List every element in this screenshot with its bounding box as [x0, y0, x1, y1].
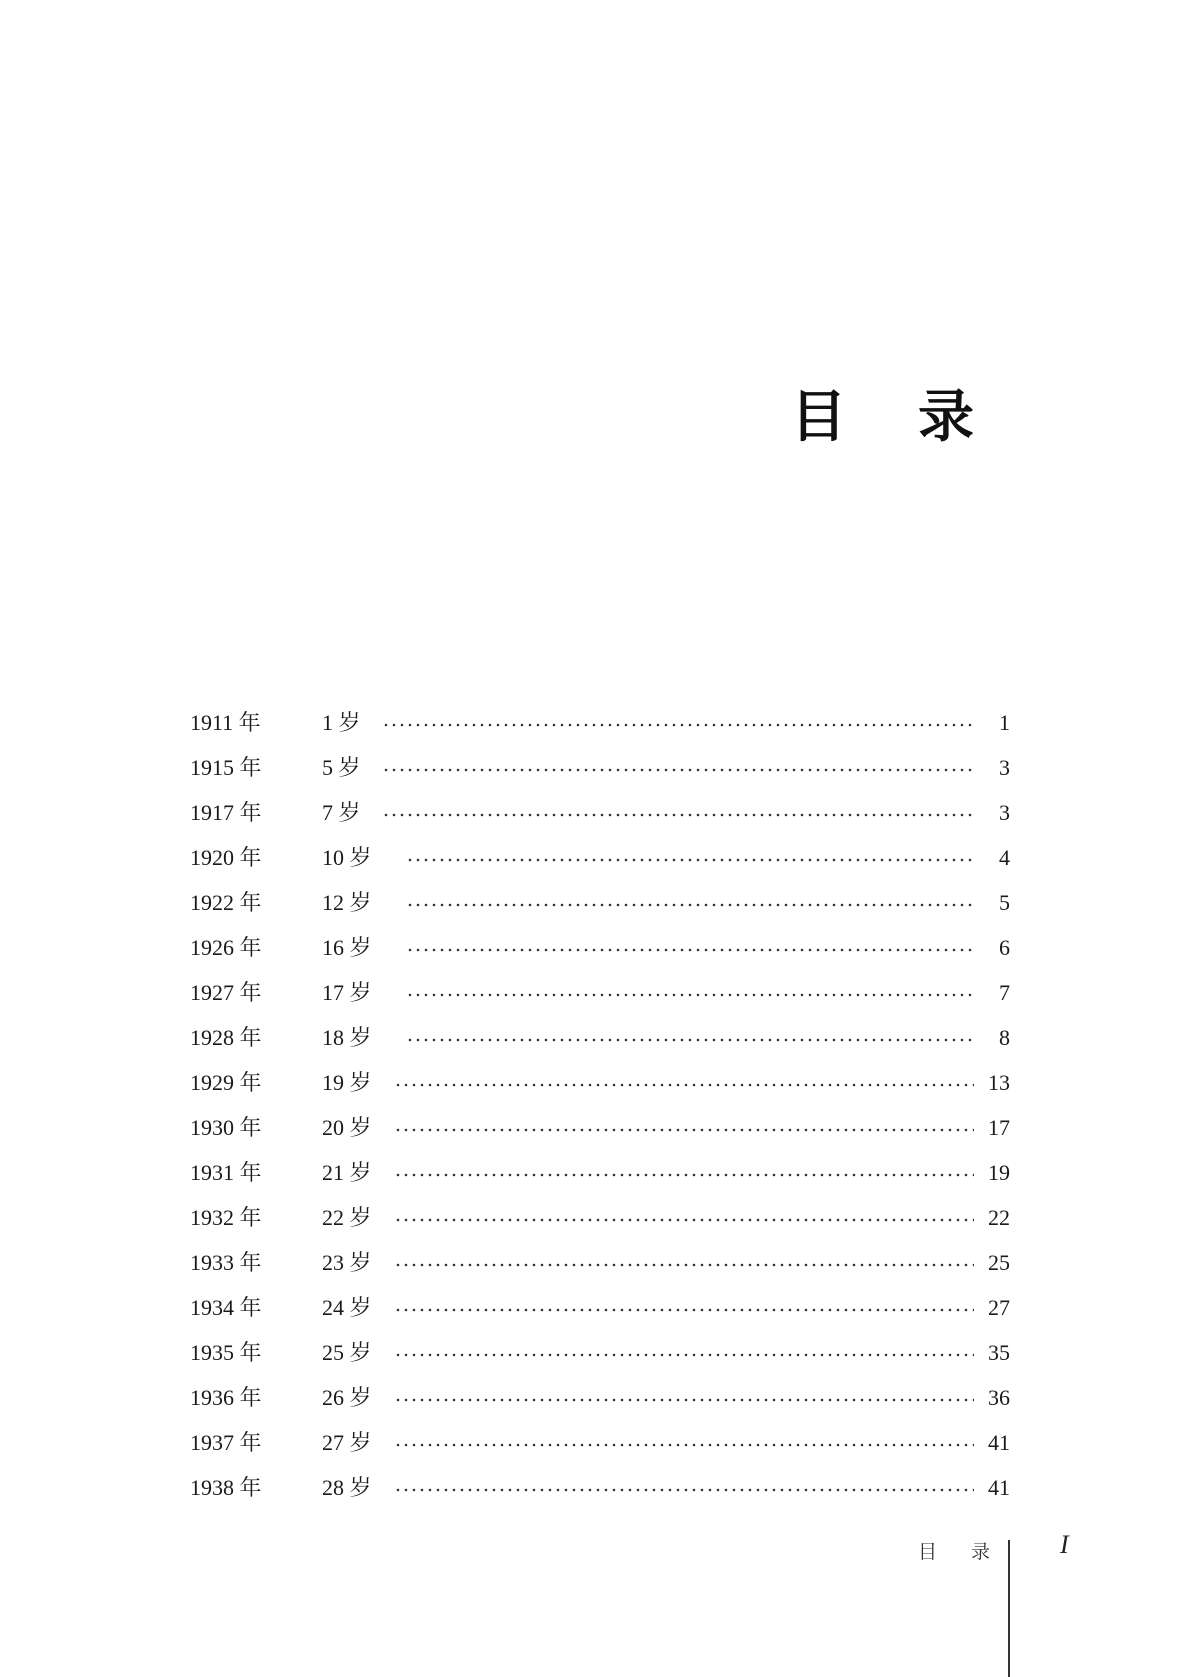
toc-entry[interactable]: [190, 1465, 1010, 1510]
footer-divider: [1008, 1540, 1010, 1677]
toc-page-number: 8: [999, 1024, 1010, 1050]
toc-year: 1929 年: [190, 1069, 262, 1095]
dot-leader: [382, 813, 974, 817]
toc-year: 1928 年: [190, 1024, 262, 1050]
dot-leader: [394, 1128, 974, 1132]
toc-page-number: 4: [999, 844, 1010, 870]
folio-page-number: I: [1060, 1530, 1069, 1559]
toc-entry[interactable]: [190, 1330, 1010, 1375]
toc-age: 23 岁: [322, 1249, 372, 1275]
toc-age: 16 岁: [322, 934, 372, 960]
toc-entry[interactable]: [190, 835, 1010, 880]
toc-entry[interactable]: [190, 790, 1010, 835]
toc-year: 1927 年: [190, 979, 262, 1005]
dot-leader: [406, 1038, 974, 1042]
toc-page-number: 7: [999, 979, 1010, 1005]
toc-page-number: 17: [988, 1114, 1010, 1140]
toc-age: 26 岁: [322, 1384, 372, 1410]
toc-age: 21 岁: [322, 1159, 372, 1185]
toc-year: 1938 年: [190, 1474, 262, 1500]
toc-page-number: 41: [988, 1474, 1010, 1500]
toc-year: 1937 年: [190, 1429, 262, 1455]
toc-age: 19 岁: [322, 1069, 372, 1095]
toc-year: 1930 年: [190, 1114, 262, 1140]
toc-page-number: 6: [999, 934, 1010, 960]
toc-page-number: 3: [999, 799, 1010, 825]
dot-leader: [406, 858, 974, 862]
toc-page-number: 5: [999, 889, 1010, 915]
running-footer-label: 目 录: [918, 1541, 1005, 1563]
toc-age: 1 岁: [322, 709, 361, 735]
toc-page-number: 36: [988, 1384, 1010, 1410]
dot-leader: [406, 903, 974, 907]
toc-page-number: 19: [988, 1159, 1010, 1185]
toc-age: 7 岁: [322, 799, 361, 825]
toc-age: 25 岁: [322, 1339, 372, 1365]
toc-year: 1920 年: [190, 844, 262, 870]
dot-leader: [394, 1308, 974, 1312]
toc-age: 27 岁: [322, 1429, 372, 1455]
dot-leader: [394, 1263, 974, 1267]
toc-page-number: 25: [988, 1249, 1010, 1275]
toc-page-number: 3: [999, 754, 1010, 780]
table-of-contents: [190, 700, 1010, 1510]
toc-age: 18 岁: [322, 1024, 372, 1050]
toc-entry[interactable]: [190, 1015, 1010, 1060]
toc-page-number: 41: [988, 1429, 1010, 1455]
toc-entry[interactable]: [190, 745, 1010, 790]
toc-age: 12 岁: [322, 889, 372, 915]
dot-leader: [406, 948, 974, 952]
toc-age: 5 岁: [322, 754, 361, 780]
toc-year: 1936 年: [190, 1384, 262, 1410]
page-title: 目 录: [790, 384, 1000, 450]
toc-year: 1931 年: [190, 1159, 262, 1185]
dot-leader: [394, 1488, 974, 1492]
toc-entry[interactable]: [190, 1285, 1010, 1330]
toc-year: 1922 年: [190, 889, 262, 915]
toc-page-number: 22: [988, 1204, 1010, 1230]
toc-age: 24 岁: [322, 1294, 372, 1320]
toc-year: 1911 年: [190, 709, 261, 735]
dot-leader: [394, 1353, 974, 1357]
toc-entry[interactable]: [190, 1060, 1010, 1105]
toc-age: 28 岁: [322, 1474, 372, 1500]
dot-leader: [382, 768, 974, 772]
toc-year: 1933 年: [190, 1249, 262, 1275]
toc-entry[interactable]: [190, 1150, 1010, 1195]
toc-year: 1915 年: [190, 754, 262, 780]
toc-age: 17 岁: [322, 979, 372, 1005]
toc-entry[interactable]: [190, 1240, 1010, 1285]
toc-entry[interactable]: [190, 1105, 1010, 1150]
toc-year: 1917 年: [190, 799, 262, 825]
dot-leader: [394, 1218, 974, 1222]
toc-entry[interactable]: [190, 925, 1010, 970]
dot-leader: [394, 1083, 974, 1087]
toc-year: 1932 年: [190, 1204, 262, 1230]
toc-page-number: 35: [988, 1339, 1010, 1365]
toc-year: 1934 年: [190, 1294, 262, 1320]
toc-entry[interactable]: [190, 880, 1010, 925]
toc-age: 20 岁: [322, 1114, 372, 1140]
toc-year: 1926 年: [190, 934, 262, 960]
dot-leader: [406, 993, 974, 997]
dot-leader: [394, 1173, 974, 1177]
toc-page-number: 13: [988, 1069, 1010, 1095]
toc-entry[interactable]: [190, 970, 1010, 1015]
toc-page-number: 1: [999, 709, 1010, 735]
dot-leader: [394, 1443, 974, 1447]
toc-entry[interactable]: [190, 700, 1010, 745]
dot-leader: [394, 1398, 974, 1402]
toc-page-number: 27: [988, 1294, 1010, 1320]
toc-entry[interactable]: [190, 1195, 1010, 1240]
toc-age: 22 岁: [322, 1204, 372, 1230]
toc-entry[interactable]: [190, 1420, 1010, 1465]
toc-entry[interactable]: [190, 1375, 1010, 1420]
toc-age: 10 岁: [322, 844, 372, 870]
dot-leader: [382, 723, 974, 727]
toc-year: 1935 年: [190, 1339, 262, 1365]
